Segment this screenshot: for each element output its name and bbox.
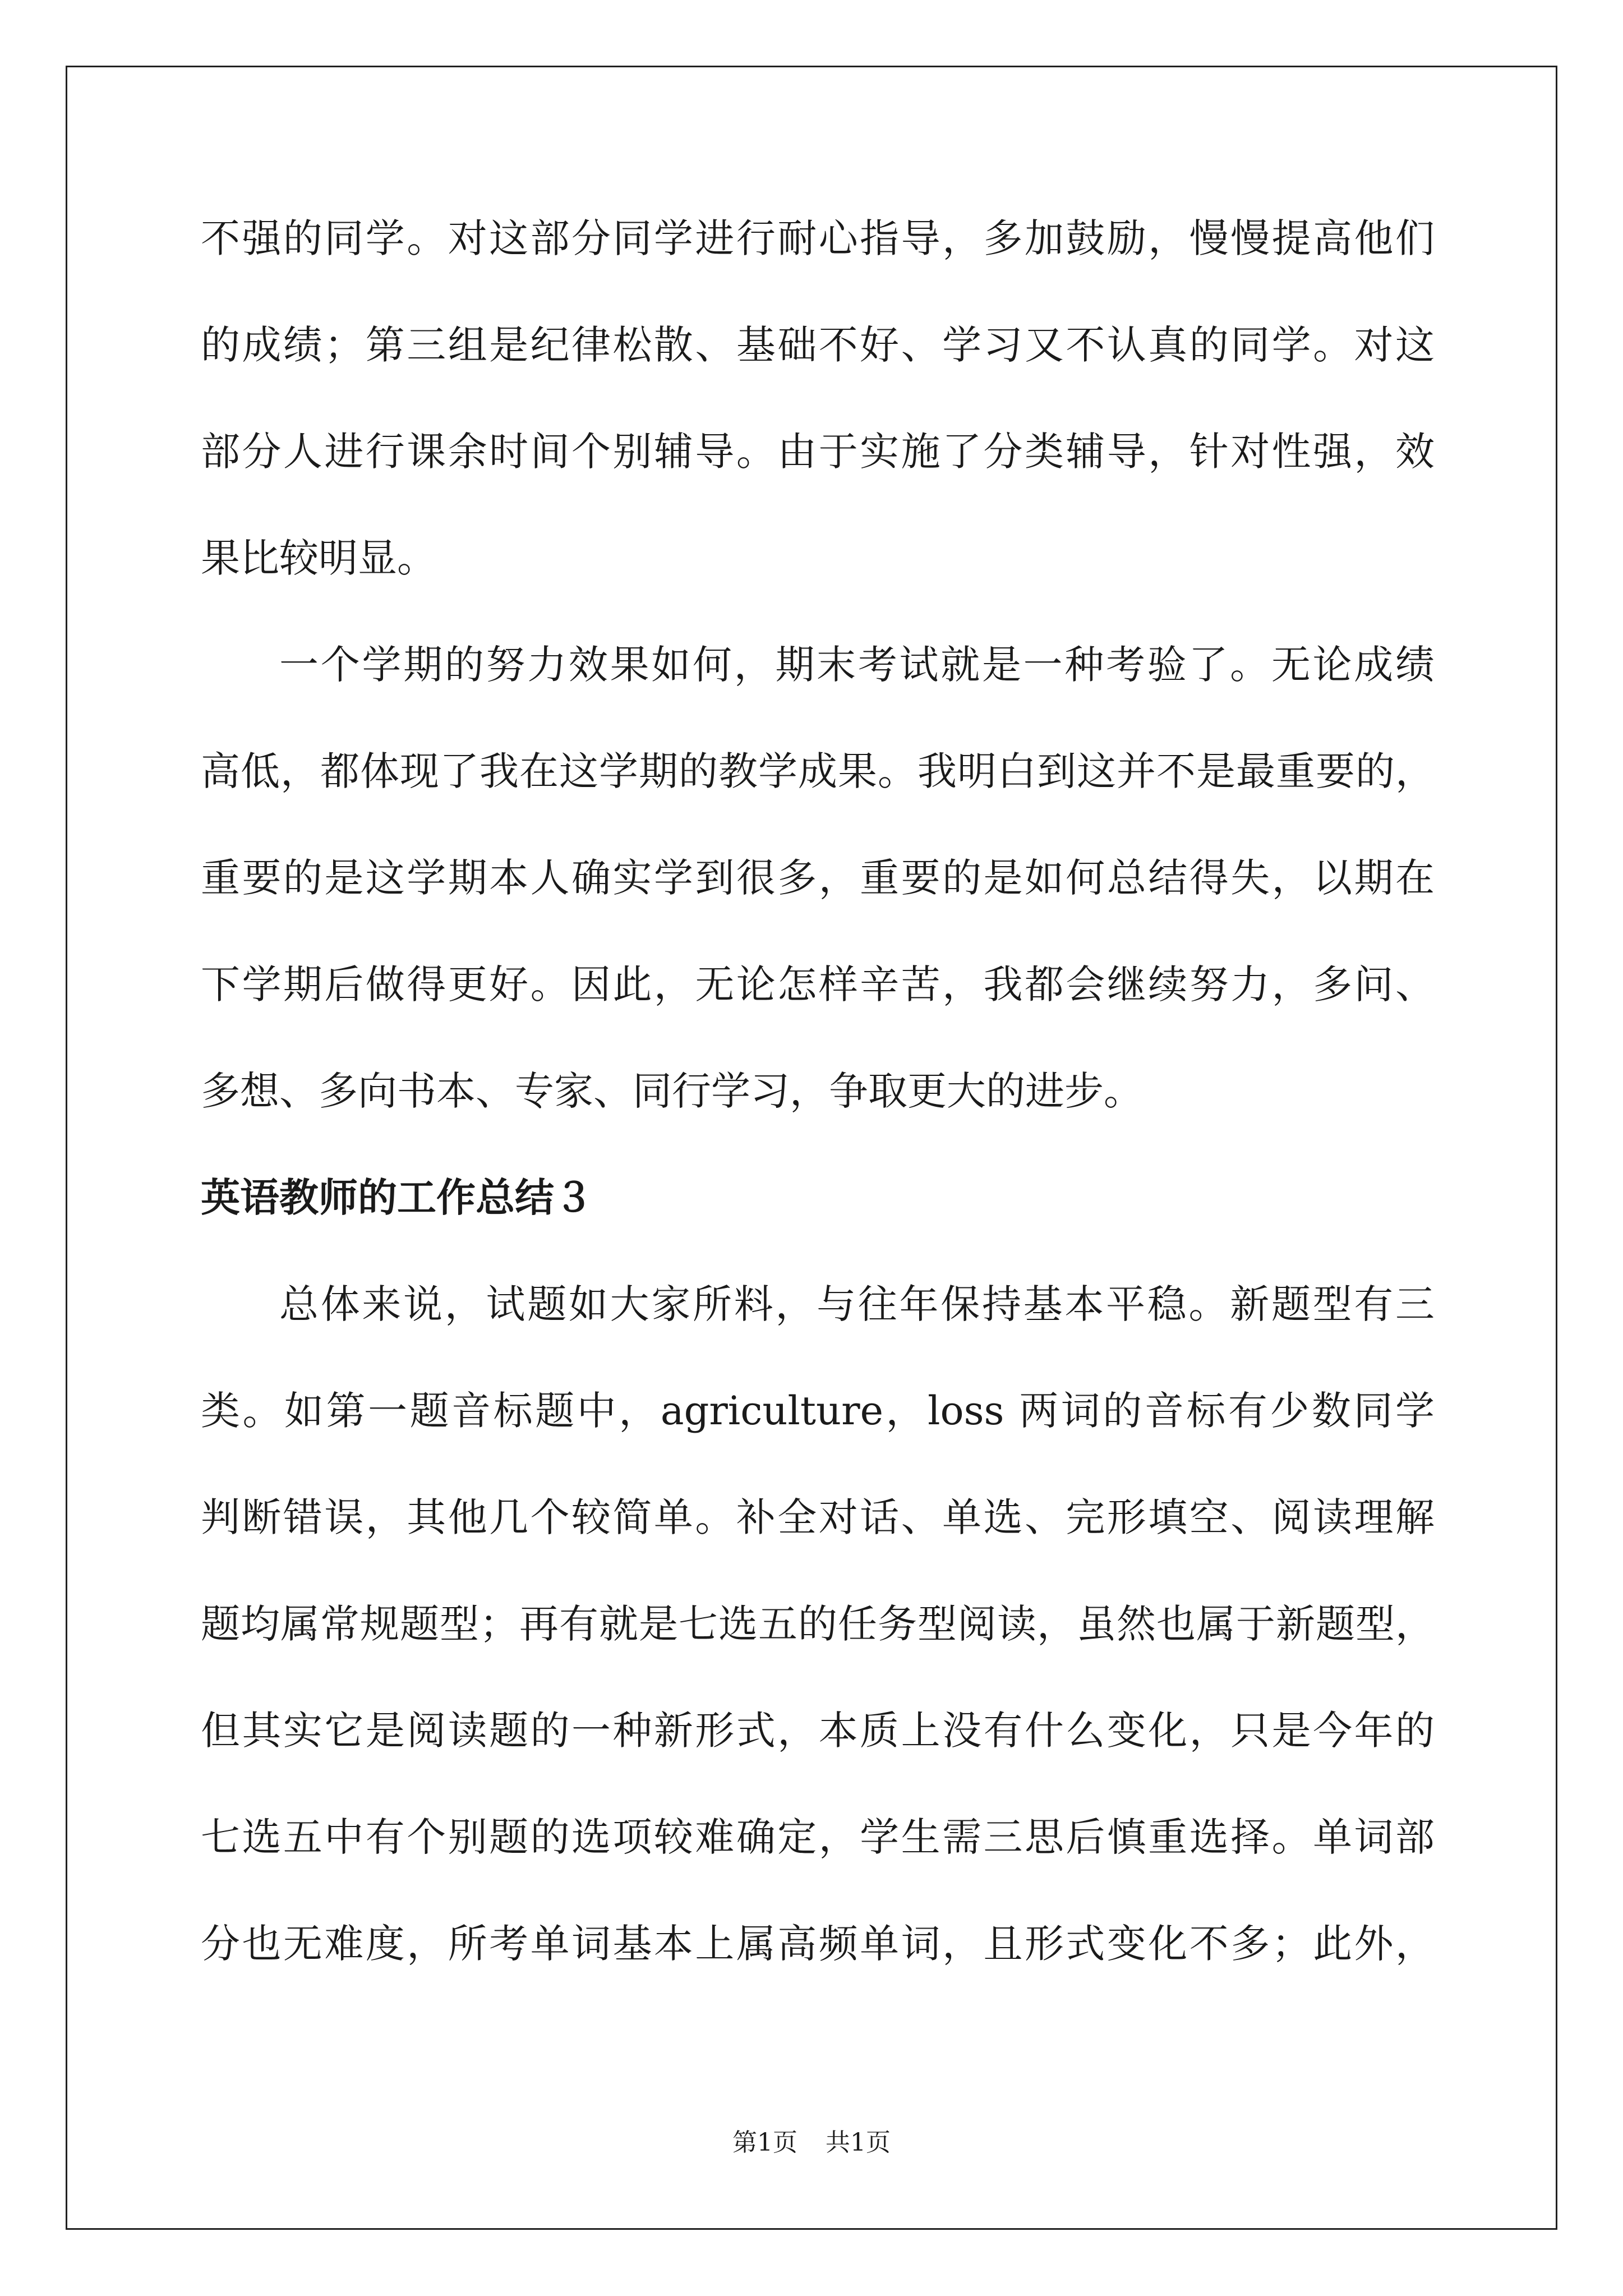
text-line: 题均属常规题型；再有就是七选五的任务型阅读，虽然也属于新题型， <box>201 1601 1435 1647</box>
text-line: 部分人进行课余时间个别辅导。由于实施了分类辅导，针对性强，效 <box>201 429 1435 475</box>
text-line: 一个学期的努力效果如何，期末考试就是一种考验了。无论成绩 <box>279 642 1435 688</box>
text-line: 多想、多向书本、专家、同行学习，争取更大的进步。 <box>201 1068 1143 1114</box>
page-total: 共1页 <box>826 2128 891 2157</box>
text-line: 七选五中有个别题的选项较难确定，学生需三思后慎重选择。单词部 <box>201 1814 1435 1860</box>
text-line: 分也无难度，所考单词基本上属高频单词，且形式变化不多；此外， <box>201 1921 1435 1967</box>
text-line: 类。如第一题音标题中，agriculture，loss 两词的音标有少数同学 <box>201 1388 1435 1434</box>
text-line: 不强的同学。对这部分同学进行耐心指导，多加鼓励，慢慢提高他们 <box>201 215 1435 261</box>
text-line: 重要的是这学期本人确实学到很多，重要的是如何总结得失，以期在 <box>201 855 1435 901</box>
text-line: 判断错误，其他几个较简单。补全对话、单选、完形填空、阅读理解 <box>201 1494 1435 1540</box>
page-footer <box>0 2129 1623 2157</box>
text-line: 的成绩；第三组是纪律松散、基础不好、学习又不认真的同学。对这 <box>201 322 1435 368</box>
text-line: 但其实它是阅读题的一种新形式，本质上没有什么变化，只是今年的 <box>201 1708 1435 1754</box>
page-number: 第1页 <box>732 2128 797 2157</box>
text-line: 果比较明显。 <box>201 535 436 581</box>
text-line: 高低，都体现了我在这学期的教学成果。我明白到这并不是最重要的， <box>201 748 1435 794</box>
document-body <box>201 215 1435 2031</box>
text-line: 下学期后做得更好。因此，无论怎样辛苦，我都会继续努力，多问、 <box>201 961 1435 1007</box>
text-line: 总体来说，试题如大家所料，与往年保持基本平稳。新题型有三 <box>279 1281 1435 1327</box>
section-heading: 英语教师的工作总结３ <box>201 1174 593 1221</box>
